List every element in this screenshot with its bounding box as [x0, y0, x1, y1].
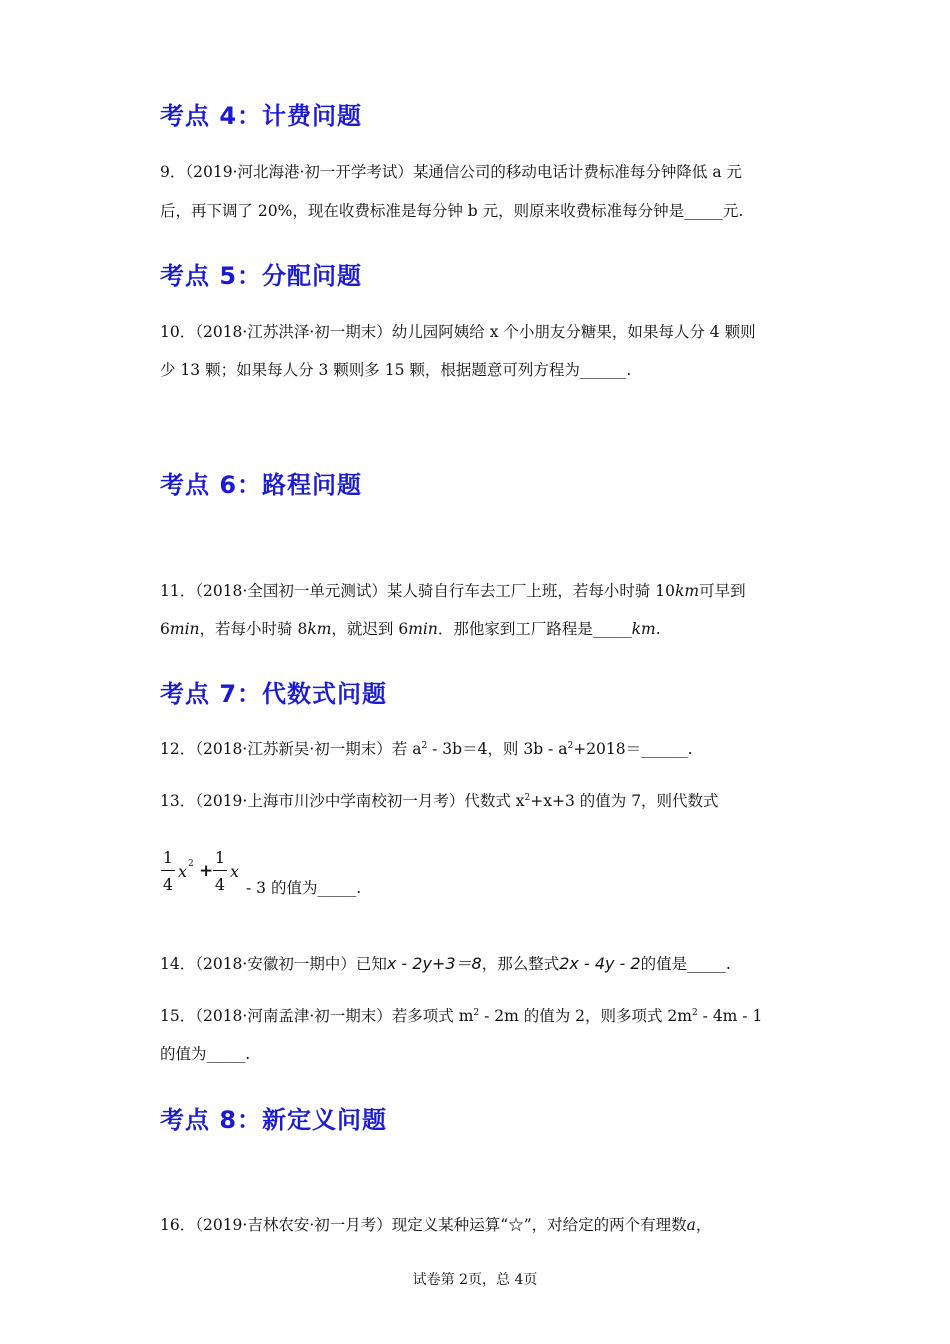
q11-text: ，若每小时骑 8: [199, 620, 308, 638]
q10-line2: 少 13 颗；如果每人分 3 颗则多 15 颗，根据题意可列方程为______.: [160, 361, 632, 379]
superscript: 2: [692, 1007, 698, 1018]
q11-line1: [160, 579, 746, 601]
q9-line1: 9．（2019·河北海港·初一开学考试）某通信公司的移动电话计费标准每分钟降低 a 元: [160, 163, 743, 181]
superscript: 2: [421, 740, 428, 751]
section-heading-7: 考点 7：代数式问题: [160, 680, 388, 708]
fraction-bar: [213, 870, 227, 871]
section-heading-6: 考点 6：路程问题: [160, 471, 363, 499]
q15-text: - 4m - 1: [697, 1007, 763, 1025]
q11-text: 11．（2018·全国初一单元测试）某人骑自行车去工厂上班，若每小时骑 10: [160, 582, 675, 600]
q12-text: 12．（2018·江苏新吴·初一期末）若 a: [160, 740, 422, 758]
q14-text: ，那么整式: [481, 955, 560, 973]
section-heading-4: 考点 4：计费问题: [160, 102, 363, 130]
variable-a: a: [686, 1216, 696, 1234]
q11-text: .: [655, 620, 661, 638]
superscript: 2: [524, 792, 531, 803]
section-heading-8: 考点 8：新定义问题: [160, 1106, 388, 1134]
q12-text: - 3b＝4，则 3b - a: [427, 740, 568, 758]
unit-km: km: [631, 620, 656, 638]
fraction-denominator: 4: [214, 875, 226, 894]
q11-text: ．那他家到工厂路程是_____: [437, 620, 632, 638]
unit-min: min: [408, 620, 438, 638]
q15-text: 15．（2018·河南孟津·初一期末）若多项式 m: [160, 1007, 474, 1025]
q15-text: - 2m 的值为 2，则多项式 2m: [479, 1007, 692, 1025]
fraction-numerator: 1: [162, 848, 174, 867]
q14-text: 14．（2018·安徽初一期中）已知: [160, 955, 387, 973]
q11-line2: [160, 617, 661, 639]
q12-line: [160, 737, 693, 759]
fraction-numerator: 1: [214, 848, 226, 867]
fraction-bar: [161, 870, 175, 871]
q15-line1: [160, 1004, 762, 1026]
q11-text: 可早到: [699, 582, 746, 600]
q13-formula: 1 4 x 2 + 1 4 x - 3 的值为_____.: [160, 848, 400, 898]
q11-text: ，就迟到 6: [331, 620, 409, 638]
plus-sign: +: [199, 861, 214, 881]
q13-tail: - 3 的值为_____.: [246, 879, 362, 897]
math-expression: 2x - 4y - 2: [559, 954, 641, 973]
unit-km: km: [307, 620, 332, 638]
superscript: 2: [473, 1007, 480, 1018]
q14-line: [160, 951, 731, 974]
q16-text: 16．（2019·吉林农安·初一月考）现定义某种运算“☆”，对给定的两个有理数: [160, 1216, 687, 1234]
q11-text: 6: [160, 620, 170, 638]
fraction-denominator: 4: [162, 875, 174, 894]
q10-line1: 10．（2018·江苏洪泽·初一期末）幼儿园阿姨给 x 个小朋友分糖果，如果每人分 4 颗则: [160, 323, 756, 341]
variable-x: x: [178, 862, 188, 881]
math-expression: x - 2y+3＝8: [386, 954, 482, 973]
q9-line2: 后，再下调了 20%，现在收费标准是每分钟 b 元，则原来收费标准每分钟是_____元.: [160, 202, 744, 220]
section-heading-5: 考点 5：分配问题: [160, 262, 363, 290]
q13-text: +x+3 的值为 7，则代数式: [530, 792, 719, 810]
q12-text: +2018＝______.: [573, 740, 693, 758]
q16-line1: [160, 1213, 711, 1235]
unit-min: min: [169, 620, 200, 638]
superscript: 2: [567, 740, 574, 751]
unit-km: km: [675, 582, 700, 600]
q13-line1: [160, 789, 719, 811]
q13-text: 13．（2019·上海市川沙中学南校初一月考）代数式 x: [160, 792, 525, 810]
q16-text: ，: [695, 1216, 712, 1234]
q14-text: 的值是_____.: [640, 955, 731, 973]
q15-line2: 的值为_____.: [160, 1045, 251, 1063]
variable-x: x: [230, 862, 240, 881]
page-footer: 试卷第 2页，总 4页: [412, 1272, 538, 1288]
